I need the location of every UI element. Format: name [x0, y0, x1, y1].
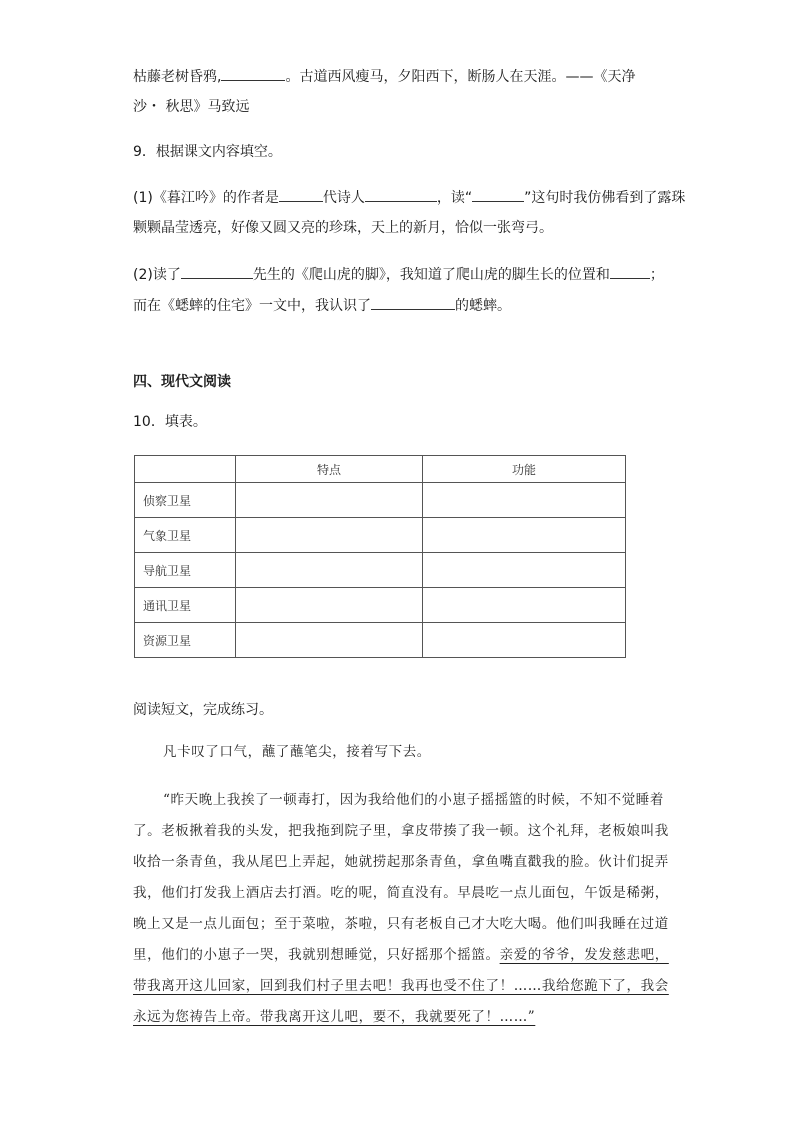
row-label-resources: 资源卫星: [135, 623, 236, 658]
passage-line: 收拾一条青鱼，我从尾巴上弄起，她就捞起那条青鱼，拿鱼嘴直戳我的脸。伙计们捉弄: [133, 854, 669, 870]
functions-cell[interactable]: [423, 588, 626, 623]
poem-line-2: 沙・ 秋思》马致远: [133, 99, 250, 115]
position-blank[interactable]: [610, 264, 650, 279]
passage-line: 晚上又是一点儿面包；至于菜啦，茶啦，只有老板自己才大吃大喝。他们叫我睡在过道: [133, 916, 669, 932]
passage-line: 我，他们打发我上酒店去打酒。吃的呢，简直没有。早晨吃一点儿面包，午饭是稀粥，: [133, 885, 669, 901]
underlined-passage-line: 带我离开这儿回家，回到我们村子里去吧！我再也受不住了！……我给您跪下了，我会: [133, 978, 669, 994]
table-row: [135, 553, 626, 588]
q9-part1-text-a: (1)《暮江吟》的作者是: [133, 190, 279, 206]
q9-part1-line1: [133, 187, 685, 208]
row-label-reconnaissance: 侦察卫星: [135, 483, 236, 518]
passage-line-text: 里，他们的小崽子一哭，我就别想睡觉，只好摇那个摇篮。: [133, 947, 500, 963]
q9-part2-text-a: (2)读了: [133, 267, 181, 283]
features-cell[interactable]: [236, 623, 423, 658]
features-cell[interactable]: [236, 518, 423, 553]
q9-part1-text-b: 代诗人: [322, 190, 365, 206]
cricket-blank[interactable]: [371, 295, 455, 310]
functions-cell[interactable]: [423, 483, 626, 518]
table-row: [135, 588, 626, 623]
poem-answer-blank[interactable]: [221, 66, 285, 81]
question-9-title: 9．根据课文内容填空。: [133, 144, 282, 160]
section-4-heading: 四、现代文阅读: [133, 374, 231, 390]
poem-line-1-end: 。古道西风瘦马，夕阳西下，断肠人在天涯。——《天净: [285, 69, 636, 85]
q9-part1-text-d: ”这句时我仿佛看到了露珠: [524, 190, 686, 206]
q9-part1-line2: 颗颗晶莹透亮，好像又圆又亮的珍珠，天上的新月，恰似一张弯弓。: [133, 220, 553, 236]
table-row: [135, 623, 626, 658]
reading-instruction: 阅读短文，完成练习。: [133, 702, 273, 718]
q9-part1-text-c: ，读“: [436, 190, 473, 206]
author-blank[interactable]: [181, 264, 253, 279]
dynasty-blank[interactable]: [279, 187, 323, 202]
row-label-weather: 气象卫星: [135, 518, 236, 553]
poem-line-1-start: 枯藤老树昏鸦,: [133, 69, 222, 85]
q9-part2-text-c: ；: [649, 267, 664, 283]
poet-blank[interactable]: [365, 187, 437, 202]
q9-part2-line2: [133, 295, 511, 316]
q9-part2-text-b: 先生的《爬山虎的脚》，我知道了爬山虎的脚生长的位置和: [252, 267, 610, 283]
row-label-navigation: 导航卫星: [135, 553, 236, 588]
table-header-functions: 功能: [423, 456, 626, 483]
table-header-features: 特点: [236, 456, 423, 483]
passage-line-with-underline: [133, 945, 669, 965]
table-header-row: [135, 456, 626, 483]
question-10-title: 10．填表。: [133, 414, 207, 430]
passage-line: “昨天晚上我挨了一顿毒打，因为我给他们的小崽子摇摇篮的时候，不知不觉睡着: [163, 792, 665, 808]
features-cell[interactable]: [236, 483, 423, 518]
underlined-sentence-start: 亲爱的爷爷，发发慈悲吧，: [499, 947, 669, 963]
satellite-table: [134, 455, 626, 658]
table-row: [135, 518, 626, 553]
passage-line: 了。老板揪着我的头发，把我拖到院子里，拿皮带揍了我一顿。这个礼拜，老板娘叫我: [133, 823, 669, 839]
functions-cell[interactable]: [423, 518, 626, 553]
table-header-corner: [135, 456, 236, 483]
q9-part2-text-e: 的蟋蟀。: [455, 298, 511, 314]
underlined-passage-line: 永远为您祷告上帝。带我离开这儿吧，要不，我就要死了！……”: [133, 1009, 536, 1025]
poem-line-1: [133, 66, 635, 87]
functions-cell[interactable]: [423, 623, 626, 658]
table-row: [135, 483, 626, 518]
verse-blank[interactable]: [472, 187, 524, 202]
q9-part2-line1: [133, 264, 664, 285]
features-cell[interactable]: [236, 588, 423, 623]
q9-part2-text-d: 而在《蟋蟀的住宅》一文中，我认识了: [133, 298, 371, 314]
passage-paragraph-1: 凡卡叹了口气，蘸了蘸笔尖，接着写下去。: [163, 744, 431, 760]
row-label-communication: 通讯卫星: [135, 588, 236, 623]
functions-cell[interactable]: [423, 553, 626, 588]
features-cell[interactable]: [236, 553, 423, 588]
